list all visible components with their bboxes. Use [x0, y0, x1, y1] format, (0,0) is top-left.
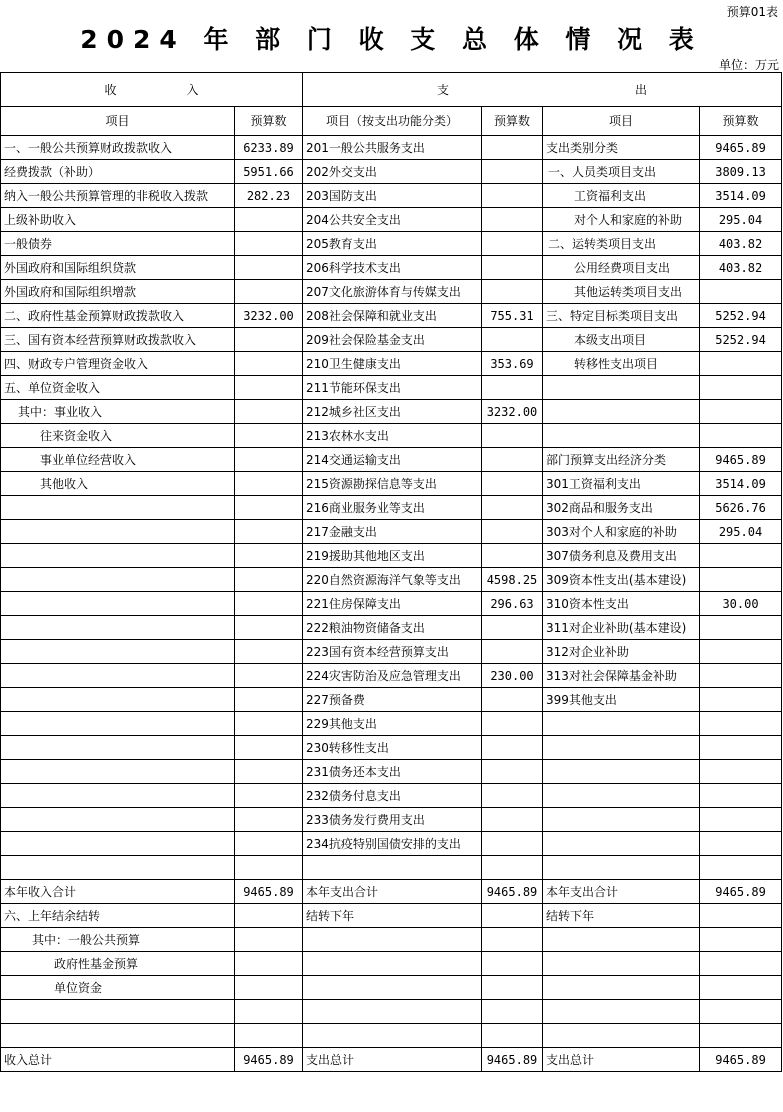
function-item-cell	[303, 1000, 482, 1024]
income-budget-cell	[235, 568, 303, 592]
category-budget-header: 预算数	[700, 107, 782, 136]
category-item-cell: 本级支出项目	[543, 328, 700, 352]
category-budget-cell	[700, 784, 782, 808]
function-budget-cell	[482, 520, 543, 544]
page-title: 2024 年 部 门 收 支 总 体 情 况 表	[80, 25, 703, 54]
income-budget-cell	[235, 376, 303, 400]
category-budget-cell: 403.82	[700, 256, 782, 280]
income-item-cell: 六、上年结余结转	[1, 904, 235, 928]
table-row	[1, 256, 782, 280]
category-budget-cell: 403.82	[700, 232, 782, 256]
function-budget-cell	[482, 496, 543, 520]
table-row	[1, 376, 782, 400]
function-item-cell: 215资源勘探信息等支出	[303, 472, 482, 496]
income-budget-cell	[235, 472, 303, 496]
table-row	[1, 160, 782, 184]
category-item-cell: 302商品和服务支出	[543, 496, 700, 520]
function-budget-cell	[482, 856, 543, 880]
function-item-cell: 217金融支出	[303, 520, 482, 544]
function-item-cell: 221住房保障支出	[303, 592, 482, 616]
category-budget-cell	[700, 904, 782, 928]
table-row	[1, 976, 782, 1000]
column-header-row	[1, 107, 782, 136]
table-row	[1, 736, 782, 760]
income-budget-cell	[235, 688, 303, 712]
function-item-cell: 210卫生健康支出	[303, 352, 482, 376]
category-item-cell	[543, 736, 700, 760]
income-header-char-2: 入	[186, 82, 199, 97]
category-item-cell: 399其他支出	[543, 688, 700, 712]
income-item-cell	[1, 808, 235, 832]
form-number: 预算01表	[726, 5, 778, 19]
category-item-cell	[543, 976, 700, 1000]
income-budget-cell	[235, 856, 303, 880]
category-budget-cell: 295.04	[700, 520, 782, 544]
income-budget-cell	[235, 976, 303, 1000]
category-budget-cell	[700, 928, 782, 952]
function-budget-cell	[482, 424, 543, 448]
income-budget-cell	[235, 280, 303, 304]
income-budget-cell	[235, 544, 303, 568]
function-item-cell: 205教育支出	[303, 232, 482, 256]
group-header-row	[1, 73, 782, 107]
category-item-header: 项目	[543, 107, 700, 136]
function-budget-cell	[482, 976, 543, 1000]
category-budget-cell	[700, 808, 782, 832]
income-item-cell	[1, 568, 235, 592]
function-item-cell: 204公共安全支出	[303, 208, 482, 232]
category-budget-cell: 5252.94	[700, 304, 782, 328]
table-row	[1, 184, 782, 208]
category-item-cell	[543, 952, 700, 976]
category-item-cell	[543, 376, 700, 400]
category-budget-cell: 5626.76	[700, 496, 782, 520]
income-item-cell: 经费拨款（补助）	[1, 160, 235, 184]
income-budget-cell	[235, 400, 303, 424]
category-budget-cell	[700, 544, 782, 568]
income-budget-cell	[235, 616, 303, 640]
function-item-cell: 209社会保险基金支出	[303, 328, 482, 352]
function-item-cell: 227预备费	[303, 688, 482, 712]
category-budget-cell	[700, 736, 782, 760]
income-budget-cell	[235, 664, 303, 688]
category-budget-cell: 9465.89	[700, 1048, 782, 1072]
income-budget-cell: 282.23	[235, 184, 303, 208]
function-budget-cell: 3232.00	[482, 400, 543, 424]
table-row	[1, 640, 782, 664]
income-budget-header: 预算数	[235, 107, 303, 136]
function-budget-cell	[482, 928, 543, 952]
category-item-cell: 303对个人和家庭的补助	[543, 520, 700, 544]
table-row	[1, 856, 782, 880]
expense-group-header	[303, 73, 782, 107]
function-budget-cell	[482, 184, 543, 208]
function-item-cell: 230转移性支出	[303, 736, 482, 760]
table-row	[1, 136, 782, 160]
category-budget-cell	[700, 640, 782, 664]
income-budget-cell: 9465.89	[235, 1048, 303, 1072]
income-item-cell	[1, 616, 235, 640]
function-budget-cell	[482, 208, 543, 232]
category-budget-cell: 3514.09	[700, 184, 782, 208]
category-item-cell: 309资本性支出(基本建设)	[543, 568, 700, 592]
income-budget-cell	[235, 496, 303, 520]
income-item-cell	[1, 496, 235, 520]
table-row	[1, 1024, 782, 1048]
category-budget-cell: 9465.89	[700, 448, 782, 472]
function-budget-cell	[482, 640, 543, 664]
income-item-cell: 外国政府和国际组织增款	[1, 280, 235, 304]
function-item-cell	[303, 1024, 482, 1048]
income-item-cell	[1, 1000, 235, 1024]
function-budget-cell	[482, 808, 543, 832]
function-item-cell: 231债务还本支出	[303, 760, 482, 784]
income-item-cell: 单位资金	[1, 976, 235, 1000]
income-budget-cell: 9465.89	[235, 880, 303, 904]
function-budget-cell: 353.69	[482, 352, 543, 376]
category-budget-cell	[700, 712, 782, 736]
table-row	[1, 328, 782, 352]
function-item-cell: 212城乡社区支出	[303, 400, 482, 424]
income-item-header: 项目	[1, 107, 235, 136]
category-item-cell	[543, 1000, 700, 1024]
table-row	[1, 592, 782, 616]
income-item-cell	[1, 688, 235, 712]
table-row	[1, 616, 782, 640]
function-budget-cell	[482, 1024, 543, 1048]
expense-header-char-2: 出	[635, 82, 648, 97]
category-item-cell	[543, 1024, 700, 1048]
table-row	[1, 448, 782, 472]
income-budget-cell	[235, 640, 303, 664]
category-budget-cell	[700, 1024, 782, 1048]
category-budget-cell	[700, 616, 782, 640]
income-budget-cell	[235, 352, 303, 376]
category-budget-cell	[700, 976, 782, 1000]
table-row	[1, 832, 782, 856]
income-item-cell: 二、政府性基金预算财政拨款收入	[1, 304, 235, 328]
category-item-cell	[543, 928, 700, 952]
function-item-cell: 229其他支出	[303, 712, 482, 736]
category-item-cell	[543, 760, 700, 784]
category-item-cell: 本年支出合计	[543, 880, 700, 904]
category-item-cell: 313对社会保障基金补助	[543, 664, 700, 688]
category-item-cell: 二、运转类项目支出	[543, 232, 700, 256]
income-item-cell	[1, 712, 235, 736]
table-row	[1, 688, 782, 712]
category-item-cell	[543, 424, 700, 448]
function-item-cell	[303, 856, 482, 880]
function-budget-cell	[482, 328, 543, 352]
category-budget-cell	[700, 856, 782, 880]
table-row	[1, 304, 782, 328]
income-item-cell: 事业单位经营收入	[1, 448, 235, 472]
function-item-cell: 支出总计	[303, 1048, 482, 1072]
category-item-cell: 部门预算支出经济分类	[543, 448, 700, 472]
budget-table	[0, 72, 782, 1072]
income-item-cell: 外国政府和国际组织贷款	[1, 256, 235, 280]
function-item-cell: 结转下年	[303, 904, 482, 928]
income-budget-cell: 5951.66	[235, 160, 303, 184]
category-item-cell	[543, 712, 700, 736]
function-item-cell: 220自然资源海洋气象等支出	[303, 568, 482, 592]
category-item-cell: 311对企业补助(基本建设)	[543, 616, 700, 640]
table-row	[1, 208, 782, 232]
income-item-cell	[1, 760, 235, 784]
function-item-cell: 219援助其他地区支出	[303, 544, 482, 568]
function-item-cell: 206科学技术支出	[303, 256, 482, 280]
table-row	[1, 880, 782, 904]
category-item-cell: 301工资福利支出	[543, 472, 700, 496]
income-budget-cell: 3232.00	[235, 304, 303, 328]
income-budget-cell	[235, 736, 303, 760]
income-budget-cell	[235, 1024, 303, 1048]
category-item-cell: 结转下年	[543, 904, 700, 928]
function-budget-cell	[482, 616, 543, 640]
income-item-cell: 纳入一般公共预算管理的非税收入拨款	[1, 184, 235, 208]
income-budget-cell	[235, 1000, 303, 1024]
function-item-header: 项目（按支出功能分类）	[303, 107, 482, 136]
category-item-cell	[543, 400, 700, 424]
function-item-cell: 207文化旅游体育与传媒支出	[303, 280, 482, 304]
income-budget-cell: 6233.89	[235, 136, 303, 160]
category-budget-cell	[700, 424, 782, 448]
income-budget-cell	[235, 832, 303, 856]
category-item-cell	[543, 784, 700, 808]
income-item-cell: 四、财政专户管理资金收入	[1, 352, 235, 376]
category-budget-cell	[700, 400, 782, 424]
table-row	[1, 352, 782, 376]
function-budget-cell	[482, 256, 543, 280]
category-budget-cell	[700, 664, 782, 688]
expense-header-char-1: 支	[437, 82, 450, 97]
table-row	[1, 712, 782, 736]
income-item-cell	[1, 520, 235, 544]
function-item-cell: 224灾害防治及应急管理支出	[303, 664, 482, 688]
income-group-header	[1, 73, 303, 107]
function-budget-cell: 9465.89	[482, 880, 543, 904]
category-item-cell: 支出类别分类	[543, 136, 700, 160]
table-row	[1, 520, 782, 544]
income-budget-cell	[235, 520, 303, 544]
income-budget-cell	[235, 928, 303, 952]
income-item-cell: 往来资金收入	[1, 424, 235, 448]
category-budget-cell: 9465.89	[700, 136, 782, 160]
income-budget-cell	[235, 952, 303, 976]
table-row	[1, 928, 782, 952]
table-row	[1, 544, 782, 568]
income-budget-cell	[235, 712, 303, 736]
table-row	[1, 472, 782, 496]
income-item-cell: 五、单位资金收入	[1, 376, 235, 400]
category-budget-cell: 9465.89	[700, 880, 782, 904]
function-budget-cell	[482, 232, 543, 256]
function-item-cell	[303, 976, 482, 1000]
function-item-cell	[303, 952, 482, 976]
category-item-cell: 其他运转类项目支出	[543, 280, 700, 304]
function-budget-cell	[482, 736, 543, 760]
category-item-cell: 312对企业补助	[543, 640, 700, 664]
function-budget-cell	[482, 280, 543, 304]
category-item-cell: 三、特定目标类项目支出	[543, 304, 700, 328]
function-budget-cell	[482, 544, 543, 568]
table-row	[1, 280, 782, 304]
table-body	[1, 136, 782, 1072]
category-budget-cell: 295.04	[700, 208, 782, 232]
function-item-cell: 201一般公共服务支出	[303, 136, 482, 160]
function-budget-cell: 9465.89	[482, 1048, 543, 1072]
category-item-cell: 公用经费项目支出	[543, 256, 700, 280]
category-budget-cell	[700, 952, 782, 976]
function-item-cell: 234抗疫特别国债安排的支出	[303, 832, 482, 856]
function-budget-cell	[482, 712, 543, 736]
table-row	[1, 952, 782, 976]
function-budget-cell	[482, 136, 543, 160]
income-budget-cell	[235, 808, 303, 832]
table-row	[1, 496, 782, 520]
income-item-cell: 其中：一般公共预算	[1, 928, 235, 952]
income-budget-cell	[235, 904, 303, 928]
income-budget-cell	[235, 424, 303, 448]
category-budget-cell: 5252.94	[700, 328, 782, 352]
function-budget-cell	[482, 832, 543, 856]
function-item-cell: 222粮油物资储备支出	[303, 616, 482, 640]
income-item-cell	[1, 784, 235, 808]
income-item-cell	[1, 856, 235, 880]
category-budget-cell	[700, 352, 782, 376]
category-item-cell: 310资本性支出	[543, 592, 700, 616]
category-item-cell: 对个人和家庭的补助	[543, 208, 700, 232]
function-budget-cell	[482, 952, 543, 976]
table-row	[1, 424, 782, 448]
income-budget-cell	[235, 328, 303, 352]
function-budget-cell	[482, 784, 543, 808]
income-item-cell: 三、国有资本经营预算财政拨款收入	[1, 328, 235, 352]
function-item-cell: 211节能环保支出	[303, 376, 482, 400]
income-item-cell: 一、一般公共预算财政拨款收入	[1, 136, 235, 160]
category-item-cell: 支出总计	[543, 1048, 700, 1072]
category-item-cell	[543, 808, 700, 832]
function-budget-cell	[482, 448, 543, 472]
income-item-cell	[1, 592, 235, 616]
income-item-cell	[1, 1024, 235, 1048]
function-item-cell	[303, 928, 482, 952]
income-item-cell	[1, 544, 235, 568]
category-budget-cell: 3514.09	[700, 472, 782, 496]
category-item-cell: 307债务利息及费用支出	[543, 544, 700, 568]
category-budget-cell	[700, 760, 782, 784]
income-budget-cell	[235, 232, 303, 256]
income-item-cell: 本年收入合计	[1, 880, 235, 904]
function-item-cell: 232债务付息支出	[303, 784, 482, 808]
income-item-cell: 收入总计	[1, 1048, 235, 1072]
category-budget-cell	[700, 376, 782, 400]
category-item-cell	[543, 832, 700, 856]
function-item-cell: 223国有资本经营预算支出	[303, 640, 482, 664]
function-item-cell: 208社会保障和就业支出	[303, 304, 482, 328]
function-item-cell: 203国防支出	[303, 184, 482, 208]
category-item-cell: 工资福利支出	[543, 184, 700, 208]
income-item-cell: 其中：事业收入	[1, 400, 235, 424]
income-budget-cell	[235, 256, 303, 280]
table-row	[1, 1000, 782, 1024]
function-budget-cell: 296.63	[482, 592, 543, 616]
function-budget-cell	[482, 904, 543, 928]
income-budget-cell	[235, 592, 303, 616]
category-budget-cell: 30.00	[700, 592, 782, 616]
category-item-cell: 转移性支出项目	[543, 352, 700, 376]
table-row	[1, 400, 782, 424]
function-item-cell: 214交通运输支出	[303, 448, 482, 472]
income-budget-cell	[235, 208, 303, 232]
category-budget-cell	[700, 832, 782, 856]
income-budget-cell	[235, 784, 303, 808]
function-item-cell: 本年支出合计	[303, 880, 482, 904]
function-item-cell: 202外交支出	[303, 160, 482, 184]
table-row	[1, 904, 782, 928]
income-item-cell: 一般债券	[1, 232, 235, 256]
function-budget-cell: 230.00	[482, 664, 543, 688]
function-budget-cell	[482, 160, 543, 184]
table-row	[1, 232, 782, 256]
function-budget-cell	[482, 760, 543, 784]
income-item-cell: 其他收入	[1, 472, 235, 496]
income-item-cell	[1, 832, 235, 856]
income-budget-cell	[235, 448, 303, 472]
table-row	[1, 784, 782, 808]
income-item-cell	[1, 664, 235, 688]
table-row	[1, 808, 782, 832]
function-item-cell: 216商业服务业等支出	[303, 496, 482, 520]
income-header-char-1: 收	[104, 82, 117, 97]
income-item-cell: 政府性基金预算	[1, 952, 235, 976]
income-item-cell	[1, 640, 235, 664]
category-budget-cell	[700, 280, 782, 304]
function-budget-cell	[482, 1000, 543, 1024]
unit-label: 单位：万元	[718, 58, 779, 72]
function-budget-cell: 755.31	[482, 304, 543, 328]
function-budget-cell	[482, 688, 543, 712]
function-budget-cell	[482, 472, 543, 496]
category-item-cell	[543, 856, 700, 880]
function-item-cell: 233债务发行费用支出	[303, 808, 482, 832]
table-row	[1, 760, 782, 784]
income-budget-cell	[235, 760, 303, 784]
category-item-cell: 一、人员类项目支出	[543, 160, 700, 184]
category-budget-cell	[700, 688, 782, 712]
table-row	[1, 568, 782, 592]
function-item-cell: 213农林水支出	[303, 424, 482, 448]
income-item-cell: 上级补助收入	[1, 208, 235, 232]
function-budget-header: 预算数	[482, 107, 543, 136]
income-item-cell	[1, 736, 235, 760]
table-row	[1, 664, 782, 688]
function-budget-cell	[482, 376, 543, 400]
category-budget-cell	[700, 568, 782, 592]
category-budget-cell	[700, 1000, 782, 1024]
category-budget-cell: 3809.13	[700, 160, 782, 184]
function-budget-cell: 4598.25	[482, 568, 543, 592]
table-row	[1, 1048, 782, 1072]
